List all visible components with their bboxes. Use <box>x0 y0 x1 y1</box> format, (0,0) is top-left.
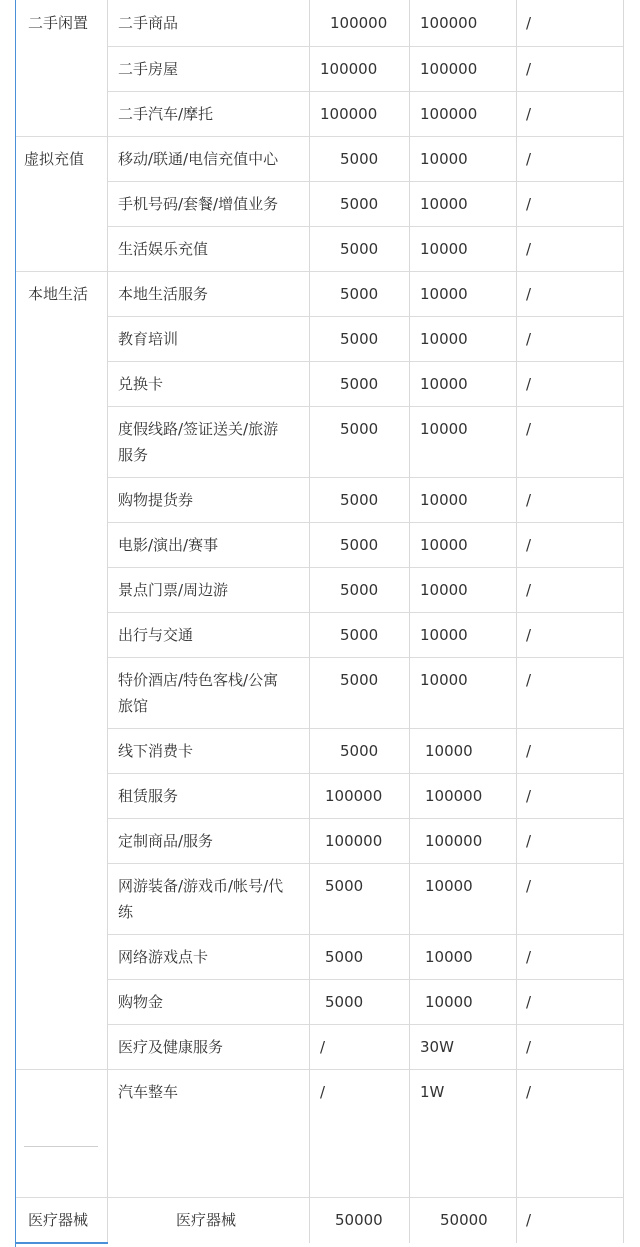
value-cell-2: 10000 <box>425 993 473 1011</box>
value-cell-1: 5000 <box>325 877 364 895</box>
row-divider <box>108 863 624 864</box>
value-cell-2: 100000 <box>420 105 478 123</box>
value-cell-2: 100000 <box>425 832 483 850</box>
value-cell-1: 5000 <box>340 671 379 689</box>
value-cell-2: 10000 <box>420 240 468 258</box>
value-cell-2: 10000 <box>425 948 473 966</box>
category-cell: 本地生活 <box>28 285 89 303</box>
value-cell-3: / <box>526 1083 532 1101</box>
row-divider <box>108 91 624 92</box>
row-divider <box>108 567 624 568</box>
row-divider <box>108 136 624 137</box>
item-name-cell: 电影/演出/赛事 <box>118 536 219 554</box>
value-cell-3: / <box>526 330 532 348</box>
row-divider <box>108 1197 624 1198</box>
value-cell-2: 10000 <box>425 742 473 760</box>
column-divider <box>516 0 517 1243</box>
value-cell-2: 10000 <box>420 195 468 213</box>
value-cell-1: 5000 <box>340 375 379 393</box>
item-name-cell: 特价酒店/特色客栈/公寓 旅馆 <box>118 671 279 715</box>
value-cell-1: 5000 <box>340 581 379 599</box>
value-cell-3: / <box>526 105 532 123</box>
table-bottom-accent <box>15 1242 108 1244</box>
empty-cell-underline <box>24 1146 98 1147</box>
table-left-border <box>15 0 16 1247</box>
value-cell-1: 5000 <box>325 948 364 966</box>
value-cell-3: / <box>526 60 532 78</box>
value-cell-1: 100000 <box>325 832 383 850</box>
value-cell-1: 5000 <box>340 285 379 303</box>
item-name-cell: 二手房屋 <box>118 60 179 78</box>
value-cell-3: / <box>526 626 532 644</box>
value-cell-1: 5000 <box>340 420 379 438</box>
row-divider <box>108 657 624 658</box>
value-cell-3: / <box>526 240 532 258</box>
row-divider <box>108 316 624 317</box>
table-right-border <box>623 0 624 1243</box>
item-name-cell: 生活娱乐充值 <box>118 240 209 258</box>
row-divider <box>108 979 624 980</box>
value-cell-1: / <box>320 1083 326 1101</box>
item-name-cell: 二手汽车/摩托 <box>118 105 214 123</box>
row-divider <box>108 361 624 362</box>
group-divider <box>15 271 108 272</box>
item-name-cell: 线下消费卡 <box>118 742 194 760</box>
value-cell-1: 100000 <box>320 105 378 123</box>
category-cell: 二手闲置 <box>28 14 89 32</box>
row-divider <box>108 46 624 47</box>
value-cell-1: 5000 <box>340 240 379 258</box>
value-cell-1: 5000 <box>340 626 379 644</box>
value-cell-2: 10000 <box>420 626 468 644</box>
item-name-cell: 景点门票/周边游 <box>118 581 229 599</box>
item-name-cell: 购物提货券 <box>118 491 194 509</box>
value-cell-3: / <box>526 1038 532 1056</box>
value-cell-3: / <box>526 195 532 213</box>
item-name-cell: 二手商品 <box>118 14 179 32</box>
value-cell-3: / <box>526 491 532 509</box>
item-name-cell: 兑换卡 <box>118 375 164 393</box>
value-cell-3: / <box>526 787 532 805</box>
value-cell-2: 10000 <box>420 285 468 303</box>
row-divider <box>108 612 624 613</box>
value-cell-3: / <box>526 671 532 689</box>
group-divider <box>15 1069 108 1070</box>
column-divider <box>309 0 310 1243</box>
value-cell-3: / <box>526 536 532 554</box>
item-name-cell: 购物金 <box>118 993 164 1011</box>
value-cell-3: / <box>526 420 532 438</box>
value-cell-2: 50000 <box>440 1211 488 1229</box>
group-divider <box>15 1197 108 1198</box>
value-cell-1: 5000 <box>340 150 379 168</box>
row-divider <box>108 226 624 227</box>
value-cell-2: 10000 <box>420 330 468 348</box>
category-cell: 虚拟充值 <box>24 150 85 168</box>
value-cell-1: 5000 <box>340 330 379 348</box>
item-name-cell: 定制商品/服务 <box>118 832 214 850</box>
item-name-cell: 本地生活服务 <box>118 285 209 303</box>
row-divider <box>108 271 624 272</box>
value-cell-2: 10000 <box>420 420 468 438</box>
value-cell-2: 100000 <box>420 60 478 78</box>
value-cell-1: 5000 <box>340 536 379 554</box>
group-divider <box>15 136 108 137</box>
value-cell-1: 100000 <box>320 60 378 78</box>
row-divider <box>108 1069 624 1070</box>
value-cell-3: / <box>526 948 532 966</box>
value-cell-2: 10000 <box>420 671 468 689</box>
row-divider <box>108 477 624 478</box>
column-divider <box>107 0 108 1243</box>
value-cell-1: 100000 <box>330 14 388 32</box>
value-cell-2: 1W <box>420 1083 445 1101</box>
value-cell-2: 10000 <box>420 491 468 509</box>
value-cell-1: 50000 <box>335 1211 383 1229</box>
value-cell-3: / <box>526 285 532 303</box>
value-cell-3: / <box>526 877 532 895</box>
value-cell-1: 5000 <box>340 742 379 760</box>
row-divider <box>108 1024 624 1025</box>
value-cell-3: / <box>526 375 532 393</box>
row-divider <box>108 773 624 774</box>
item-name-cell: 网游装备/游戏币/帐号/代 练 <box>118 877 284 921</box>
value-cell-3: / <box>526 742 532 760</box>
value-cell-3: / <box>526 832 532 850</box>
value-cell-1: 5000 <box>325 993 364 1011</box>
item-name-cell: 汽车整车 <box>118 1083 179 1101</box>
value-cell-1: 5000 <box>340 491 379 509</box>
value-cell-3: / <box>526 581 532 599</box>
row-divider <box>108 728 624 729</box>
value-cell-1: 5000 <box>340 195 379 213</box>
row-divider <box>108 934 624 935</box>
value-cell-1: 100000 <box>325 787 383 805</box>
value-cell-3: / <box>526 993 532 1011</box>
value-cell-2: 10000 <box>420 375 468 393</box>
item-name-cell: 医疗器械 <box>176 1211 237 1229</box>
row-divider <box>108 181 624 182</box>
category-cell: 医疗器械 <box>28 1211 89 1229</box>
value-cell-3: / <box>526 14 532 32</box>
item-name-cell: 出行与交通 <box>118 626 194 644</box>
value-cell-3: / <box>526 150 532 168</box>
value-cell-2: 10000 <box>420 536 468 554</box>
item-name-cell: 网络游戏点卡 <box>118 948 209 966</box>
value-cell-2: 100000 <box>425 787 483 805</box>
value-cell-2: 10000 <box>425 877 473 895</box>
value-cell-2: 30W <box>420 1038 454 1056</box>
value-cell-2: 100000 <box>420 14 478 32</box>
value-cell-3: / <box>526 1211 532 1229</box>
item-name-cell: 教育培训 <box>118 330 179 348</box>
row-divider <box>108 818 624 819</box>
item-name-cell: 医疗及健康服务 <box>118 1038 224 1056</box>
item-name-cell: 手机号码/套餐/增值业务 <box>118 195 279 213</box>
item-name-cell: 度假线路/签证送关/旅游 服务 <box>118 420 279 464</box>
row-divider <box>108 406 624 407</box>
value-cell-1: / <box>320 1038 326 1056</box>
value-cell-2: 10000 <box>420 581 468 599</box>
item-name-cell: 移动/联通/电信充值中心 <box>118 150 279 168</box>
item-name-cell: 租赁服务 <box>118 787 179 805</box>
value-cell-2: 10000 <box>420 150 468 168</box>
row-divider <box>108 522 624 523</box>
